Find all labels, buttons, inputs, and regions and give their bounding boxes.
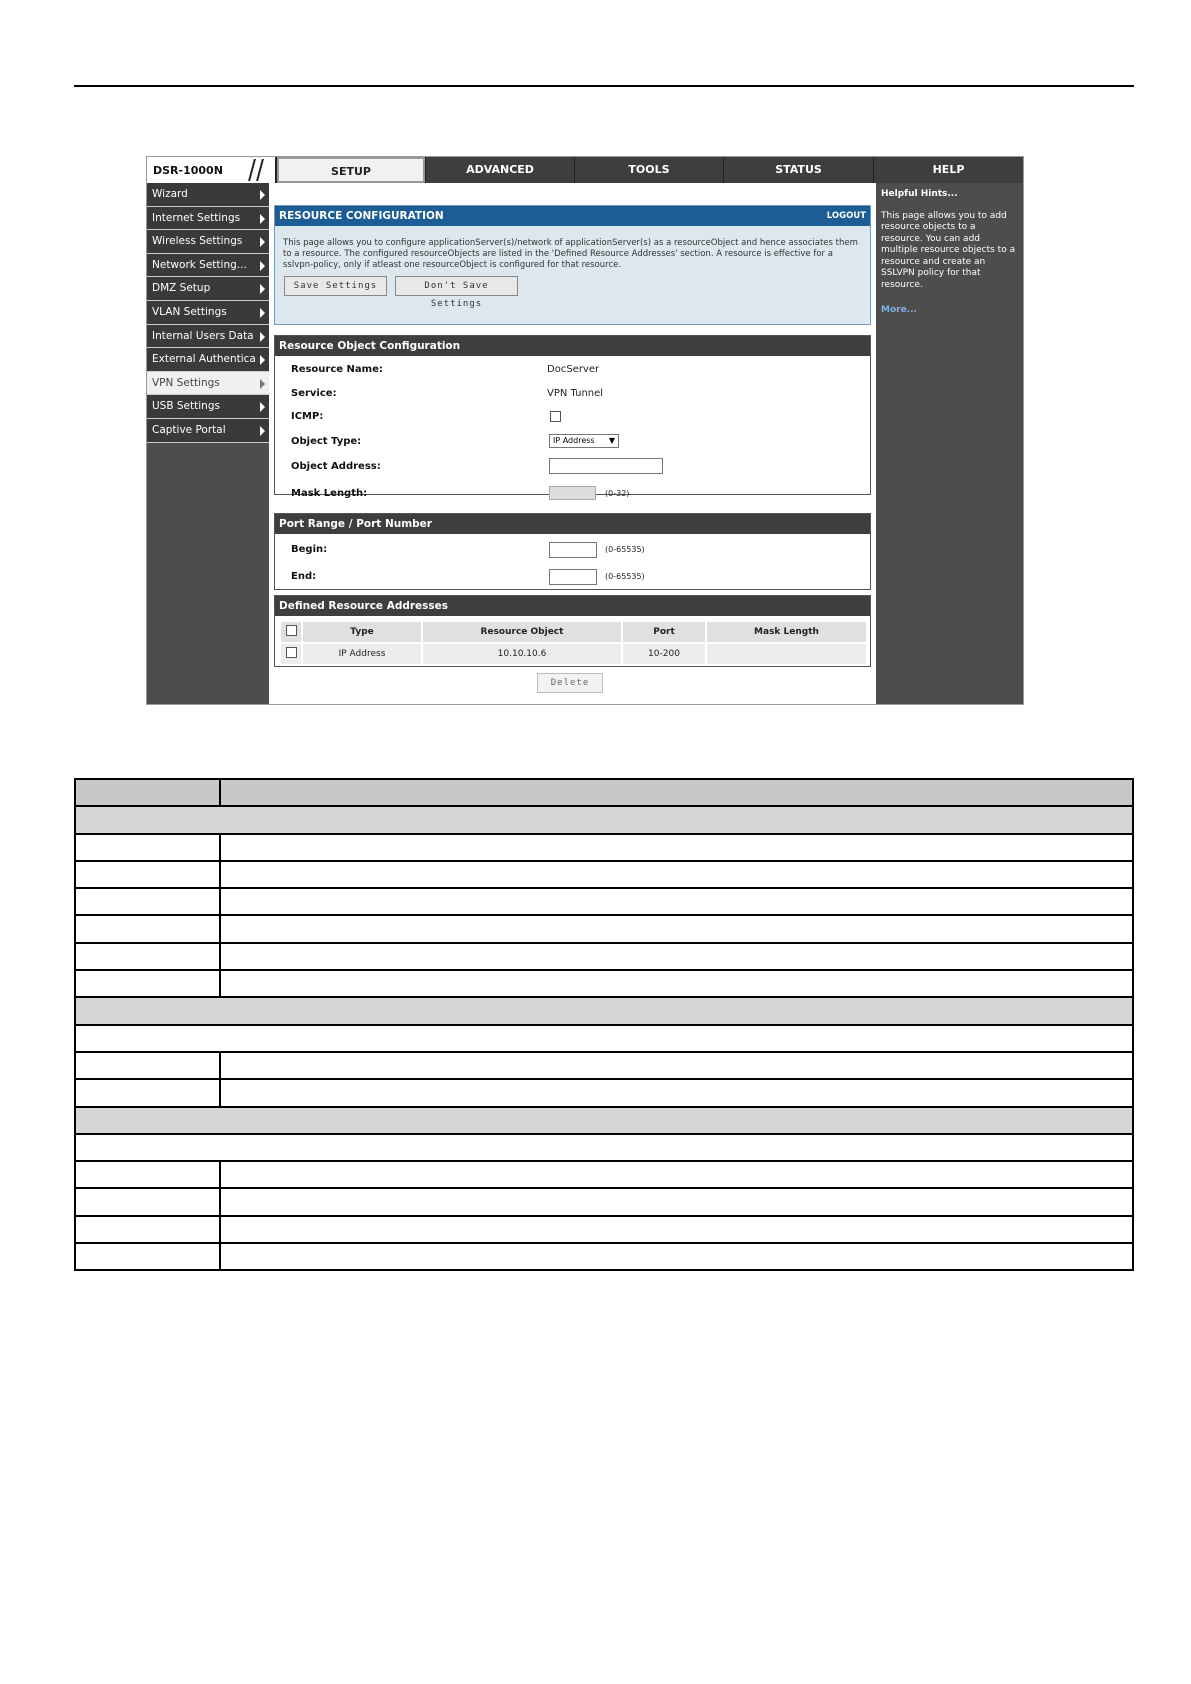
table-row bbox=[75, 1216, 1133, 1243]
help-more-link[interactable]: More... bbox=[881, 305, 917, 315]
tab-help[interactable]: HELP bbox=[873, 157, 1023, 183]
sidebar-item-usb-settings[interactable]: USB Settings bbox=[147, 395, 269, 419]
defined-addresses-section bbox=[274, 595, 871, 667]
tab-tools[interactable]: TOOLS bbox=[574, 157, 723, 183]
table-row bbox=[75, 834, 1133, 861]
col-resource-object: Resource Object bbox=[422, 621, 622, 643]
port-range-section bbox=[274, 513, 871, 590]
row-checkbox[interactable] bbox=[286, 647, 297, 658]
port-end-input[interactable] bbox=[549, 569, 597, 585]
sidebar-item-external-auth[interactable]: External Authentica bbox=[147, 348, 269, 372]
port-begin-hint: (0-65535) bbox=[605, 545, 645, 554]
chevron-right-icon bbox=[260, 402, 265, 412]
tab-setup[interactable]: SETUP bbox=[277, 157, 425, 183]
icmp-label: ICMP: bbox=[291, 411, 324, 422]
table-row bbox=[75, 1161, 1133, 1188]
table-row bbox=[75, 1052, 1133, 1079]
begin-label: Begin: bbox=[291, 544, 328, 555]
table-row bbox=[75, 1134, 1133, 1161]
chevron-right-icon bbox=[260, 190, 265, 200]
col-port: Port bbox=[622, 621, 706, 643]
dont-save-button[interactable]: Don't Save Settings bbox=[395, 276, 518, 296]
table-row bbox=[75, 1243, 1133, 1270]
mask-length-hint: (0-32) bbox=[605, 489, 630, 498]
defined-addresses-table bbox=[279, 620, 868, 666]
table-row bbox=[75, 970, 1133, 997]
help-text: This page allows you to add resource objects to a resource. You can add multiple resource objects to a resource and create an SSLVPN policy for that resource. bbox=[881, 210, 1016, 290]
resource-name-value: DocServer bbox=[547, 364, 600, 375]
chevron-right-icon bbox=[260, 332, 265, 342]
top-rule bbox=[74, 85, 1134, 87]
sidebar-item-vpn-settings[interactable]: VPN Settings bbox=[147, 372, 269, 396]
chevron-right-icon bbox=[260, 308, 265, 318]
chevron-right-icon bbox=[260, 284, 265, 294]
table-group-row bbox=[75, 997, 1133, 1024]
chevron-right-icon bbox=[260, 426, 265, 436]
table-header bbox=[280, 621, 867, 643]
object-address-label: Object Address: bbox=[291, 461, 381, 472]
sidebar-item-vlan-settings[interactable]: VLAN Settings bbox=[147, 301, 269, 325]
col-type: Type bbox=[302, 621, 422, 643]
sidebar-item-internet-settings[interactable]: Internet Settings bbox=[147, 207, 269, 231]
port-end-hint: (0-65535) bbox=[605, 572, 645, 581]
table-row bbox=[75, 888, 1133, 915]
chevron-right-icon bbox=[260, 379, 265, 389]
end-label: End: bbox=[291, 571, 317, 582]
table-header bbox=[75, 779, 1133, 806]
tab-status[interactable]: STATUS bbox=[723, 157, 873, 183]
chevron-right-icon bbox=[260, 261, 265, 271]
tab-advanced[interactable]: ADVANCED bbox=[425, 157, 574, 183]
help-title: Helpful Hints... bbox=[881, 189, 958, 199]
main-content bbox=[269, 183, 876, 704]
table-row bbox=[75, 1079, 1133, 1106]
table-group-row bbox=[75, 1107, 1133, 1134]
description-table bbox=[74, 778, 1134, 1271]
mask-length-input[interactable] bbox=[549, 486, 596, 500]
page-title: RESOURCE CONFIGURATION bbox=[279, 210, 444, 222]
object-config-section bbox=[274, 335, 871, 499]
service-value: VPN Tunnel bbox=[547, 388, 604, 399]
object-type-label: Object Type: bbox=[291, 436, 362, 447]
section-title: Defined Resource Addresses bbox=[275, 596, 870, 616]
table-row bbox=[75, 861, 1133, 888]
table-row bbox=[75, 1025, 1133, 1052]
col-mask-length: Mask Length bbox=[706, 621, 867, 643]
section-title: Port Range / Port Number bbox=[275, 514, 870, 534]
mask-length-label: Mask Length: bbox=[291, 488, 368, 499]
sidebar-item-captive-portal[interactable]: Captive Portal bbox=[147, 419, 269, 443]
page-description: This page allows you to configure applicationServer(s)/network of applicationServer(s) as a resourceObject and hence associates them to a resource. The configured resourceObjects are listed in the 'Defined Resource Addresses' section. A resource is effective for a sslvpn-policy, only if atleast one resourceObject is configured for that resource. bbox=[283, 238, 858, 270]
sidebar-item-wireless-settings[interactable]: Wireless Settings bbox=[147, 230, 269, 254]
logout-link[interactable]: LOGOUT bbox=[826, 211, 866, 221]
save-button[interactable]: Save Settings bbox=[284, 276, 387, 296]
resource-config-panel bbox=[274, 205, 871, 325]
object-address-input[interactable] bbox=[549, 458, 663, 474]
object-type-select[interactable]: IP Address ▼ bbox=[549, 434, 619, 448]
router-screenshot bbox=[146, 156, 1024, 705]
resource-name-label: Resource Name: bbox=[291, 364, 383, 375]
top-tabs bbox=[277, 157, 1023, 183]
icmp-checkbox[interactable] bbox=[550, 411, 561, 422]
table-row bbox=[75, 915, 1133, 942]
service-label: Service: bbox=[291, 388, 337, 399]
sidebar-item-internal-users[interactable]: Internal Users Data bbox=[147, 325, 269, 349]
delete-button[interactable]: Delete bbox=[537, 673, 603, 693]
chevron-right-icon bbox=[260, 214, 265, 224]
chevron-down-icon: ▼ bbox=[608, 436, 615, 445]
chevron-right-icon bbox=[260, 237, 265, 247]
sidebar bbox=[147, 183, 269, 704]
chevron-right-icon bbox=[260, 355, 265, 365]
table-row bbox=[75, 943, 1133, 970]
table-group-row bbox=[75, 806, 1133, 833]
cell-port: 10-200 bbox=[622, 643, 706, 665]
sidebar-item-network-settings[interactable]: Network Setting... bbox=[147, 254, 269, 278]
port-begin-input[interactable] bbox=[549, 542, 597, 558]
section-title: Resource Object Configuration bbox=[275, 336, 870, 356]
cell-object: 10.10.10.6 bbox=[422, 643, 622, 665]
table-row bbox=[75, 1188, 1133, 1215]
select-all-checkbox[interactable] bbox=[286, 625, 297, 636]
sidebar-item-dmz-setup[interactable]: DMZ Setup bbox=[147, 277, 269, 301]
table-row bbox=[280, 643, 867, 665]
help-panel bbox=[876, 183, 1023, 704]
sidebar-item-wizard[interactable]: Wizard bbox=[147, 183, 269, 207]
cell-type: IP Address bbox=[302, 643, 422, 665]
logo: DSR-1000N bbox=[147, 157, 277, 183]
cell-mask bbox=[706, 643, 867, 665]
